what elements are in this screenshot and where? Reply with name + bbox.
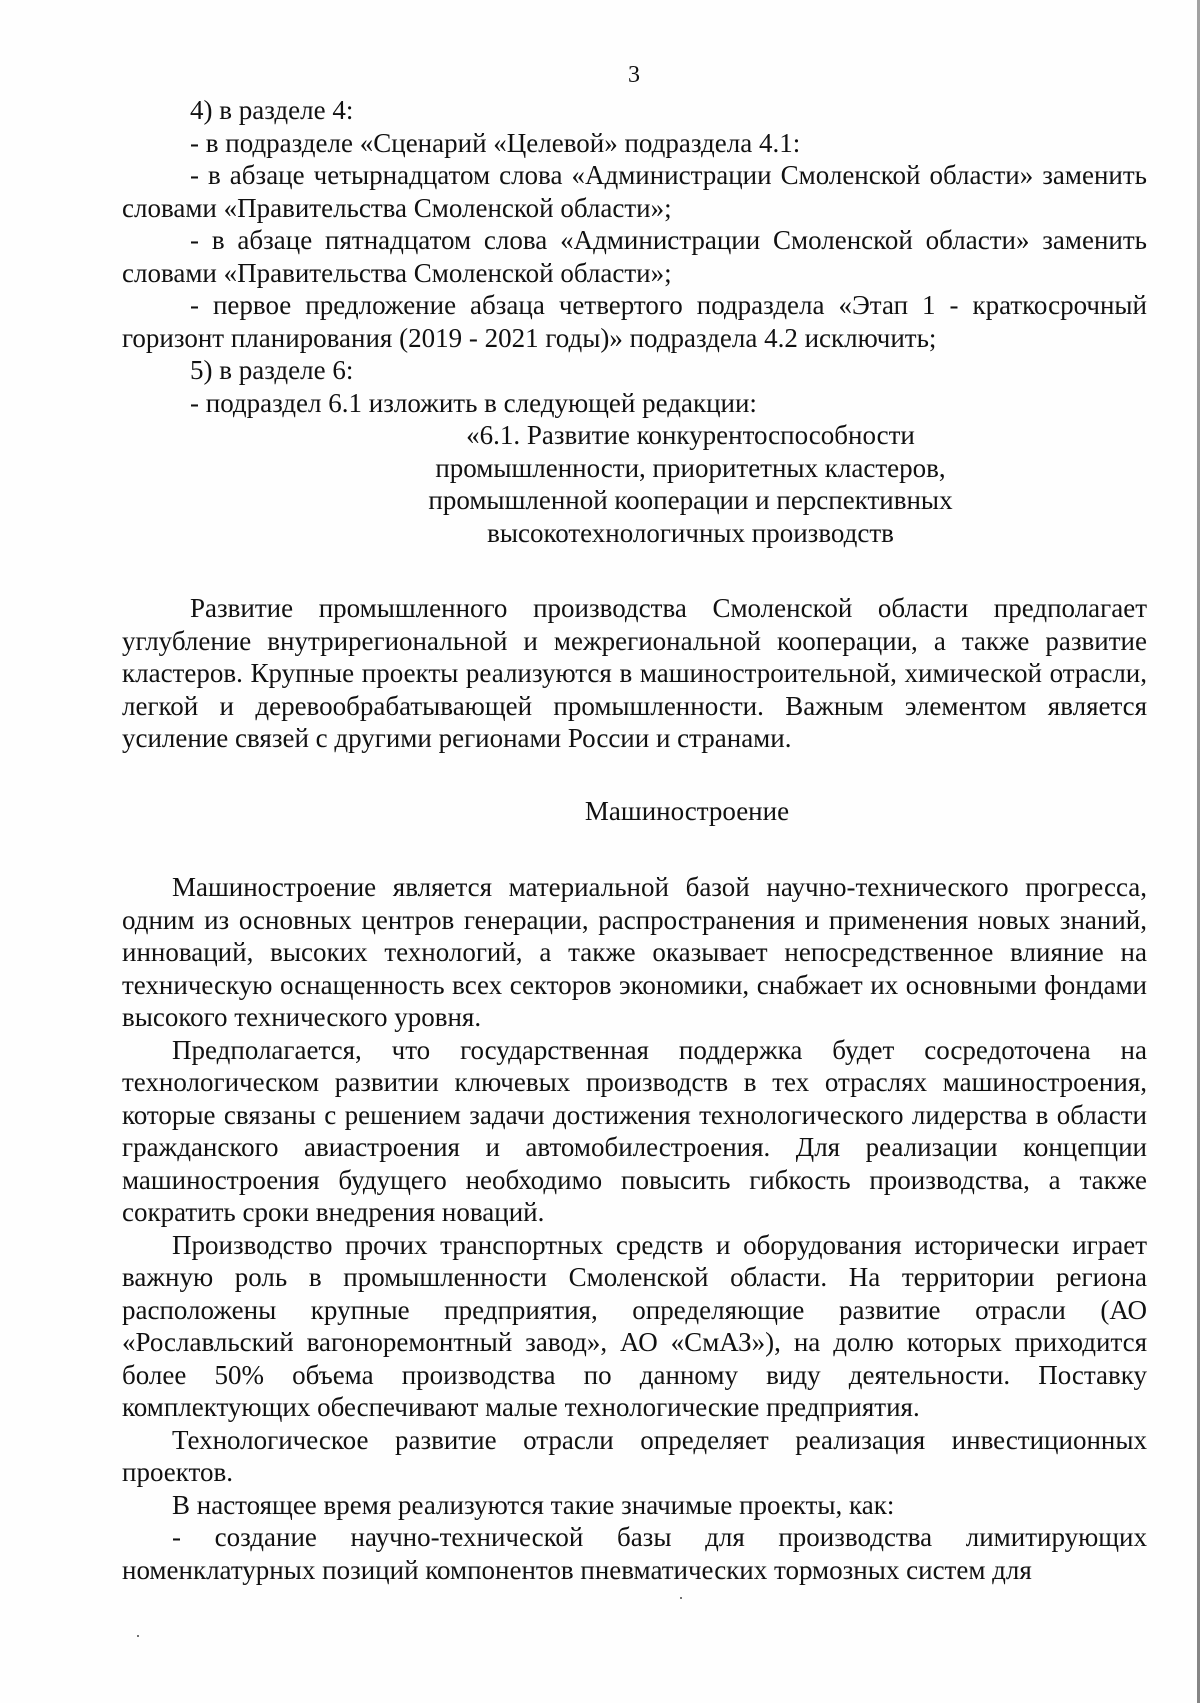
- text-line: - первое предложение абзаца четвертого подраздела «Этап 1 - краткосрочный горизонт планирования (2019 - 2021 годы)» подраздела 4.2 исключить;: [122, 290, 1147, 353]
- scan-speck: [137, 1635, 139, 1637]
- section-heading-line: «6.1. Развитие конкурентоспособности: [466, 420, 915, 450]
- paragraph: Предполагается, что государственная поддержка будет сосредоточена на технологическом развитии ключевых производств в тех отраслях машиностроения, которые связаны с решением задачи достижения технологического лидерства в области гражданского авиастроения и автомобилестроения. Для реализации концепции машиностроения будущего необходимо повысить гибкость производства, а также сократить сроки внедрения новаций.: [122, 1034, 1147, 1227]
- section-heading-line: промышленности, приоритетных кластеров,: [435, 452, 946, 483]
- page-number: 3: [628, 62, 640, 88]
- text-line: 4) в разделе 4:: [190, 95, 354, 125]
- text-line: 5) в разделе 6:: [190, 355, 354, 385]
- document-body: [122, 94, 1147, 1586]
- paragraph: Технологическое развитие отрасли определяет реализация инвестиционных проектов.: [122, 1424, 1147, 1487]
- text-line: - в подразделе «Сценарий «Целевой» подраздела 4.1:: [190, 127, 801, 158]
- text-line: - в абзаце четырнадцатом слова «Администрации Смоленской области» заменить словами «Правительства Смоленской области»;: [122, 160, 1147, 223]
- intro-paragraph: Развитие промышленного производства Смоленской области предполагает углубление внутрирегиональной и межрегиональной кооперации, а также развитие кластеров. Крупные проекты реализуются в машиностроительной, химической отрасли, легкой и деревообрабатывающей промышленности. Важным элементом является усиление связей с другими регионами России и странами.: [122, 593, 1147, 753]
- paragraph: Производство прочих транспортных средств и оборудования исторически играет важную роль в промышленности Смоленской области. На территории региона расположены крупные предприятия, определяющие развитие отрасли (АО «Рославльский вагоноремонтный завод», АО «СмАЗ»), на долю которых приходится более 50% объема производства по данному виду деятельности. Поставку комплектующих обеспечивают малые технологические предприятия.: [122, 1229, 1147, 1422]
- subheading: Машиностроение: [584, 795, 790, 826]
- section-heading-line: высокотехнологичных производств: [487, 517, 894, 548]
- text-line: - подраздел 6.1 изложить в следующей редакции:: [190, 387, 757, 418]
- section-heading-line: промышленной кооперации и перспективных: [428, 485, 953, 515]
- paragraph: Машиностроение является материальной базой научно-технического прогресса, одним из основных центров генерации, распространения и применения новых знаний, инноваций, высоких технологий, а также оказывает непосредственное влияние на техническую оснащенность всех секторов экономики, снабжает их основными фондами высокого технического уровня.: [122, 872, 1147, 1032]
- scan-speck: [680, 1597, 682, 1599]
- text-line: - в абзаце пятнадцатом слова «Администрации Смоленской области» заменить словами «Правительства Смоленской области»;: [122, 225, 1147, 288]
- paragraph: В настоящее время реализуются такие значимые проекты, как:: [172, 1489, 895, 1520]
- paragraph: - создание научно-технической базы для производства лимитирующих номенклатурных позиций компонентов пневматических тормозных систем для: [122, 1522, 1147, 1585]
